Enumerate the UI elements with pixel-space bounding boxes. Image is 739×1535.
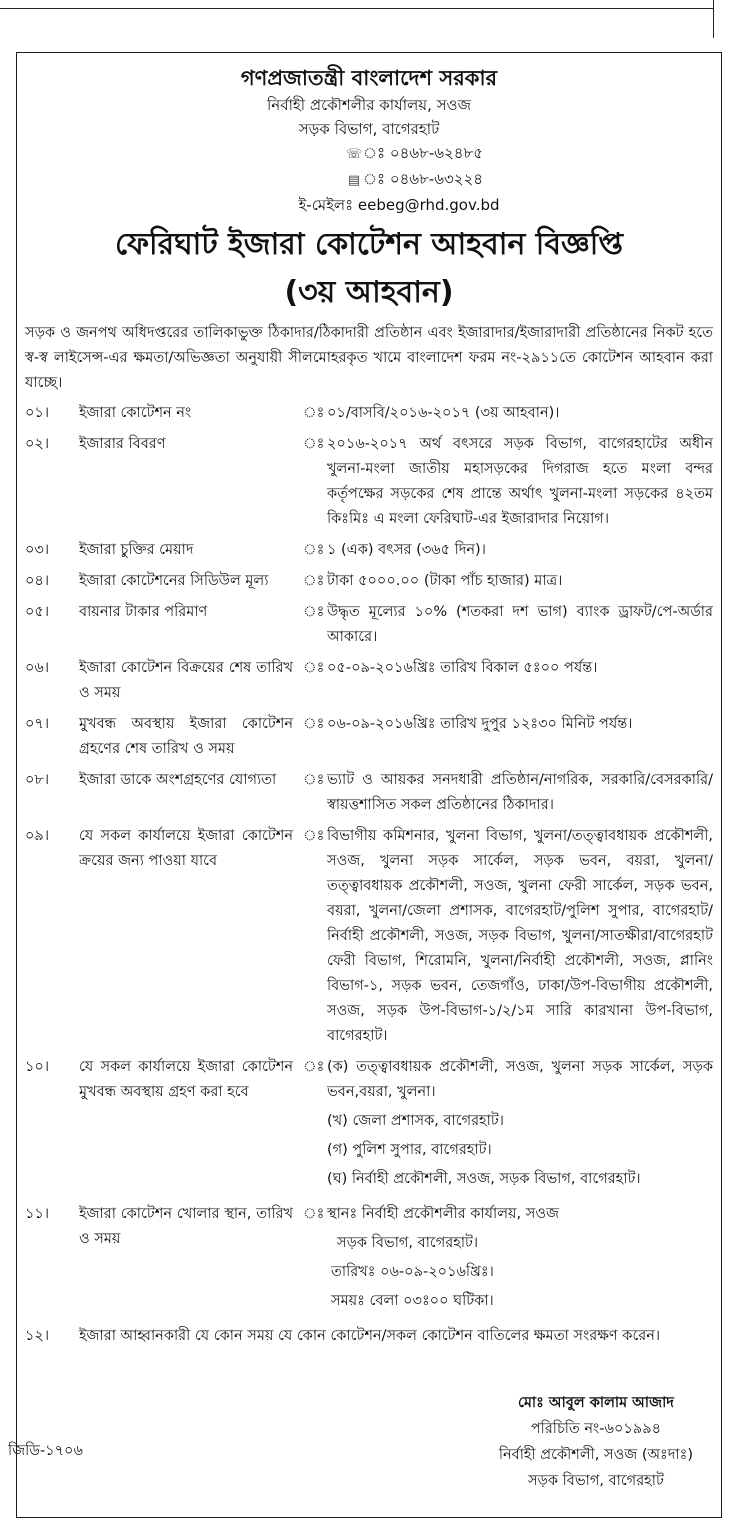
item-label: ইজারা কোটেশন বিক্রয়ের শেষ তারিখ ও সময় (79, 660, 293, 701)
item-label: যে সকল কার্যালয়ে ইজারা কোটেশন ক্রয়ের জন্য পাওয়া যাবে (79, 828, 293, 869)
list-item (25, 537, 713, 568)
item-label: বায়নার টাকার পরিমাণ (79, 604, 208, 620)
list-item (25, 655, 713, 711)
phone-icon: ☏ (345, 147, 363, 162)
item-value: ০১/বাসবি/২০১৬-২০১৭ (৩য় আহবান)। (327, 405, 560, 421)
item-number: ০৯। (25, 828, 50, 844)
signatory-id: পরিচিতি নং-৬০১৯৯৪ (530, 1421, 662, 1437)
item-label: ইজারা কোটেশনের সিডিউল মূল্য (79, 573, 269, 589)
item-colon: ঃ (303, 542, 325, 558)
item-number: ১১। (25, 1206, 50, 1222)
item-value-line: সড়ক বিভাগ, বাগেরহাট। (337, 1235, 479, 1251)
item-number: ০৪। (25, 573, 50, 589)
item-value-line: সময়ঃ বেলা ০৩ঃ০০ ঘটিকা। (331, 1293, 494, 1309)
item-value-line: (ক) তত্ত্বাবধায়ক প্রকৌশলী, সওজ, খুলনা সড়ক সার্কেল, সড়ক ভবন,বয়রা, খুলনা। (327, 1059, 713, 1100)
intro-paragraph: সড়ক ও জনপথ অধিদপ্তরের তালিকাভুক্ত ঠিকাদার/ঠিকাদারী প্রতিষ্ঠান এবং ইজারাদার/ইজারাদারী প্রতিষ্ঠানের নিকট হতে স্ব-স্ব লাইসেন্স-এর ক্ষমতা/অভিজ্ঞতা অনুযায়ী সীলমোহরকৃত খামে বাংলাদেশ ফরম নং-২৯১১তে কোটেশন আহবান করা যাচ্ছে। (25, 325, 713, 391)
item-colon: ঃ (303, 573, 325, 589)
list-item (25, 1054, 713, 1201)
item-value: ০৬-০৯-২০১৬খ্রিঃ তারিখ দুপুর ১২ঃ৩০ মিনিট পর্যন্ত। (327, 716, 633, 732)
item-number: ১০। (25, 1059, 50, 1075)
item-number: ০৭। (25, 716, 50, 732)
list-item (25, 400, 713, 431)
fax-number: ঃ ০৪৬৮-৬৩২২৪ (363, 170, 483, 188)
item-value: ০৫-০৯-২০১৬খ্রিঃ তারিখ বিকাল ৫ঃ০০ পর্যন্ত। (327, 660, 598, 676)
notice-subtitle: (৩য় আহবান) (284, 275, 454, 310)
item-label: ইজারা ডাকে অংশগ্রহণের যোগ্যতা (79, 772, 277, 788)
item-colon: ঃ (303, 436, 325, 452)
item-number: ০১। (25, 405, 50, 421)
items-list (17, 396, 721, 1354)
item-value: ১ (এক) বৎসর (৩৬৫ দিন)। (327, 542, 486, 558)
office-name: নির্বাহী প্রকৌশলীর কার্যালয়, সওজ (266, 96, 471, 114)
item-number: ০৮। (25, 772, 50, 788)
phone-number: ঃ ০৪৬৮-৬২৪৮৫ (363, 144, 483, 162)
item-number: ১২। (25, 1328, 50, 1344)
item-colon: ঃ (303, 828, 325, 844)
list-item (25, 823, 713, 1054)
phone-line (107, 141, 721, 167)
item-colon: ঃ (303, 660, 325, 676)
top-rule (0, 8, 713, 9)
item-number: ০৬। (25, 660, 50, 676)
item-number: ০৫। (25, 604, 50, 620)
list-item (25, 1323, 713, 1354)
email-line: ই-মেইলঃ eebeg@rhd.gov.bd (298, 196, 500, 214)
header (17, 63, 721, 217)
fax-icon: ▤ (347, 173, 361, 188)
government-name: গণপ্রজাতন্ত্রী বাংলাদেশ সরকার (240, 66, 498, 90)
notice-title: ফেরিঘাট ইজারা কোটেশন আহবান বিজ্ঞপ্তি (114, 227, 624, 262)
notice-box (16, 52, 722, 1518)
item-colon: ঃ (303, 716, 325, 732)
item-label: যে সকল কার্যালয়ে ইজারা কোটেশন মুখবন্ধ অবস্থায় গ্রহণ করা হবে (79, 1059, 293, 1100)
item-value-line: (খ) জেলা প্রশাসক, বাগেরহাট। (327, 1113, 504, 1129)
list-item (25, 568, 713, 599)
list-item (25, 767, 713, 823)
signatory-division: সড়ক বিভাগ, বাগেরহাট (527, 1473, 664, 1489)
item-value-line: তারিখঃ ০৬-০৯-২০১৬খ্রিঃ। (331, 1264, 494, 1280)
item-value: উদ্ধৃত মূল্যের ১০% (শতকরা দশ ভাগ) ব্যাংক ড্রাফট/পে-অর্ডার আকারে। (327, 604, 713, 645)
item-value (323, 1055, 713, 1196)
division-name: সড়ক বিভাগ, বাগেরহাট (298, 120, 440, 138)
item-value: বিভাগীয় কমিশনার, খুলনা বিভাগ, খুলনা/তত্ত্বাবধায়ক প্রকৌশলী, সওজ, খুলনা সড়ক সার্কেল, সড়ক ভবন, বয়রা, খুলনা/তত্ত্বাবধায়ক প্রকৌশলী, সওজ, খুলনা ফেরী সার্কেল, সড়ক ভবন, বয়রা, খুলনা/জেলা প্রশাসক, বাগেরহাট/পুলিশ সুপার, বাগেরহাট/নির্বাহী প্রকৌশলী, সওজ, সড়ক বিভাগ, খুলনা/সাতক্ষীরা/বাগেরহাট ফেরী বিভাগ, শিরোমনি, খুলনা/নির্বাহী প্রকৌশলী, সওজ, প্লানিং বিভাগ-১, সড়ক ভবন, তেজগাঁও, ঢাকা/উপ-বিভাগীয় প্রকৌশলী, সওজ, সড়ক উপ-বিভাগ-১/২/১ম সারি কারখানা উপ-বিভাগ, বাগেরহাট। (327, 828, 713, 1044)
item-value-line: (ঘ) নির্বাহী প্রকৌশলী, সওজ, সড়ক বিভাগ, বাগেরহাট। (327, 1171, 641, 1187)
list-item (25, 711, 713, 767)
item-value-line: স্থানঃ নির্বাহী প্রকৌশলীর কার্যালয়, সওজ (327, 1206, 560, 1222)
item-value: টাকা ৫০০০.০০ (টাকা পাঁচ হাজার) মাত্র। (327, 573, 563, 589)
item-value: ভ্যাট ও আয়কর সনদধারী প্রতিষ্ঠান/নাগরিক, সরকারি/বেসরকারি/স্বায়ত্তশাসিত সকল প্রতিষ্ঠানের ঠিকাদার। (327, 772, 713, 813)
item-colon: ঃ (303, 1059, 325, 1075)
item-colon: ঃ (303, 604, 325, 620)
item-colon: ঃ (303, 772, 325, 788)
item-number: ০২। (25, 436, 50, 452)
signatory-name: মোঃ আবুল কালাম আজাদ (517, 1395, 674, 1411)
item-value (323, 1202, 713, 1318)
list-item (25, 1201, 713, 1323)
item-colon: ঃ (303, 405, 325, 421)
signature-block (499, 1390, 693, 1494)
item-value-line: (গ) পুলিশ সুপার, বাগেরহাট। (327, 1142, 492, 1158)
item-number: ০৩। (25, 542, 50, 558)
item-value: ২০১৬-২০১৭ অর্থ বৎসরে সড়ক বিভাগ, বাগেরহাটের অধীন খুলনা-মংলা জাতীয় মহাসড়কের দিগরাজ হতে মংলা বন্দর কর্তৃপক্ষের সড়কের শেষ প্রান্তে অর্থাৎ খুলনা-মংলা সড়কের ৪২তম কিঃমিঃ এ মংলা ফেরিঘাট-এর ইজারাদার নিয়োগ। (327, 436, 713, 527)
list-item (25, 431, 713, 537)
item-label: ইজারা কোটেশন নং (79, 405, 192, 421)
signatory-designation: নির্বাহী প্রকৌশলী, সওজ (অঃদাঃ) (498, 1447, 693, 1463)
item-label: ইজারা চুক্তির মেয়াদ (79, 542, 194, 558)
fax-line (107, 167, 721, 193)
item-colon: ঃ (303, 1206, 325, 1222)
item-label: ইজারা কোটেশন খোলার স্থান, তারিখ ও সময় (79, 1206, 293, 1247)
item-label: ইজারা আহ্বানকারী যে কোন সময় যে কোন কোটেশন/সকল কোটেশন বাতিলের ক্ষমতা সংরক্ষণ করেন। (79, 1328, 661, 1344)
gd-number: জিডি-১৭০৬ (8, 1443, 83, 1459)
item-label: মুখবন্ধ অবস্থায় ইজারা কোটেশন গ্রহণের শেষ তারিখ ও সময় (79, 716, 293, 757)
item-label: ইজারার বিবরণ (79, 436, 166, 452)
right-rule (713, 0, 714, 38)
list-item (25, 599, 713, 655)
